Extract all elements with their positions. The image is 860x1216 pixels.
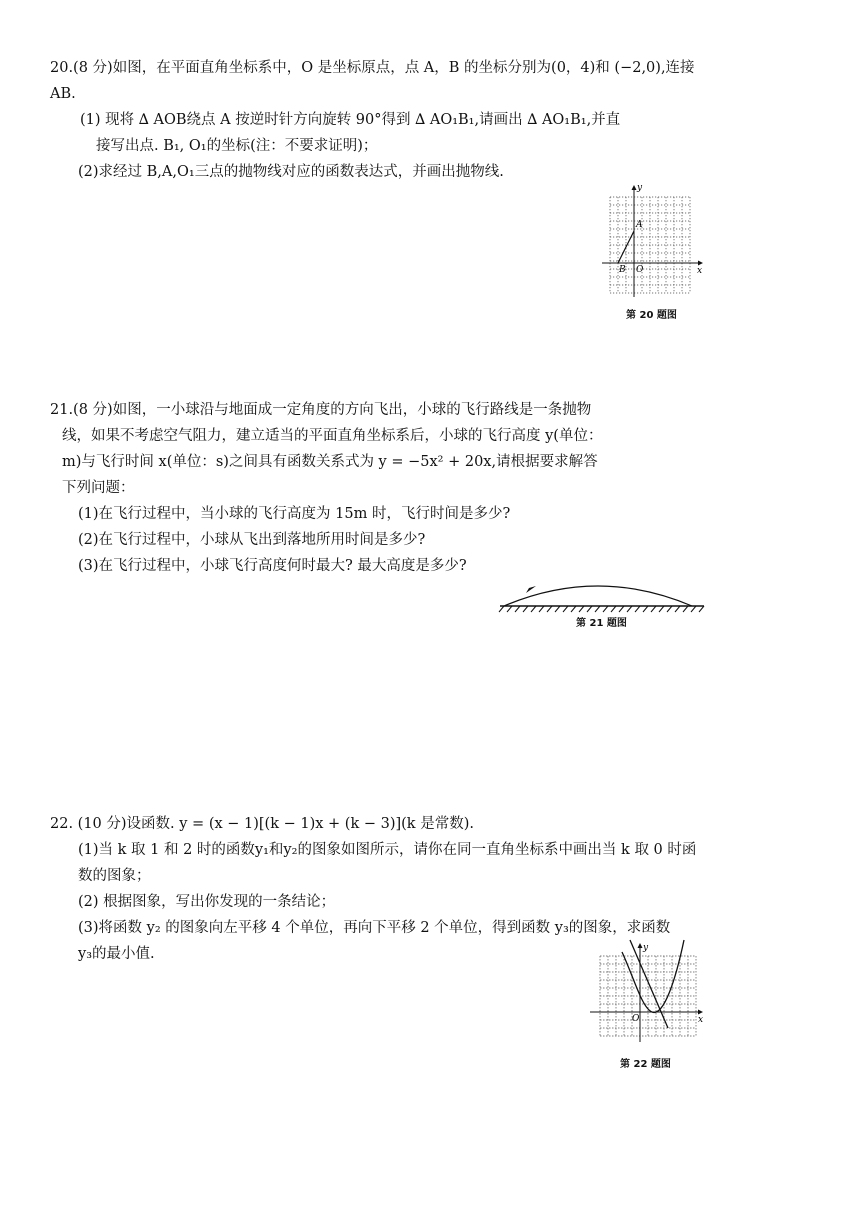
q22-text-line1: 22. (10 分)设函数. y = (x − 1)[(k − 1)x + (k − 3)](k 是常数). <box>50 816 474 832</box>
q22-sub3-line2: y₃的最小值. <box>78 946 155 962</box>
q21-text-line3: m)与飞行时间 x(单位：s)之间具有函数关系式为 y = −5x² + 20x,请根据要求解答 <box>62 454 598 470</box>
q21-trajectory <box>504 586 692 606</box>
q20-label-y: y <box>637 183 643 193</box>
q21-sub2: (2)在飞行过程中，小球从飞出到落地所用时间是多少? <box>78 532 426 548</box>
q21-sub3: (3)在飞行过程中，小球飞行高度何时最大? 最大高度是多少? <box>78 558 467 574</box>
q20-label-a: A <box>636 220 643 230</box>
q22-parabola-y2 <box>622 940 684 1012</box>
q21-ground-hatch <box>499 606 704 612</box>
q22-label-y: y <box>643 943 649 953</box>
q21-arrow <box>526 586 536 593</box>
q22-sub1-line2: 数的图象； <box>78 868 151 884</box>
q20-label-x: x <box>697 266 703 276</box>
q22-label-o: O <box>632 1014 640 1024</box>
q21-text-line1: 21.(8 分)如图，一小球沿与地面成一定角度的方向飞出，小球的飞行路线是一条抛物 <box>50 402 592 418</box>
q20-part1-line1: (1) 现将 ∆ AOB绕点 A 按逆时针方向旋转 90°得到 ∆ AO₁B₁,请画出 ∆ AO₁B₁,并直 <box>80 112 621 128</box>
q20-grid <box>610 197 690 293</box>
q21-text-line4: 下列问题： <box>62 480 135 496</box>
q22-sub2: (2) 根据图象，写出你发现的一条结论； <box>78 894 336 910</box>
q21-figure <box>498 580 708 616</box>
q20-text-line2: AB. <box>50 86 76 102</box>
q22-grid <box>600 956 696 1036</box>
q21-caption: 第 21 题图 <box>576 618 627 629</box>
q20-label-b: B <box>619 265 626 275</box>
q20-segment-ab <box>618 231 634 263</box>
q22-caption: 第 22 题图 <box>620 1059 671 1070</box>
q21-sub1: (1)在飞行过程中，当小球的飞行高度为 15m 时，飞行时间是多少? <box>78 506 511 522</box>
q22-figure <box>586 938 710 1048</box>
q22-label-x: x <box>698 1015 704 1025</box>
q22-sub1-line1: (1)当 k 取 1 和 2 时的函数y₁和y₂的图象如图所示，请你在同一直角坐标系中画出当 k 取 0 时函 <box>78 842 697 858</box>
q22-sub3-line1: (3)将函数 y₂ 的图象向左平移 4 个单位，再向下平移 2 个单位，得到函数 y₃的图象，求函数 <box>78 920 671 936</box>
q20-part2: (2)求经过 B,A,O₁三点的抛物线对应的函数表达式，并画出抛物线. <box>78 164 504 180</box>
q20-figure <box>598 182 708 302</box>
q20-caption: 第 20 题图 <box>626 310 677 321</box>
q20-text-line1: 20.(8 分)如图，在平面直角坐标系中，O 是坐标原点，点 A，B 的坐标分别为(0，4)和 (−2,0),连接 <box>50 60 695 76</box>
q20-label-o: O <box>636 265 644 275</box>
q20-part1-line2: 接写出点. B₁, O₁的坐标(注：不要求证明)； <box>96 138 378 154</box>
q21-text-line2: 线，如果不考虑空气阻力，建立适当的平面直角坐标系后，小球的飞行高度 y(单位： <box>62 428 603 444</box>
